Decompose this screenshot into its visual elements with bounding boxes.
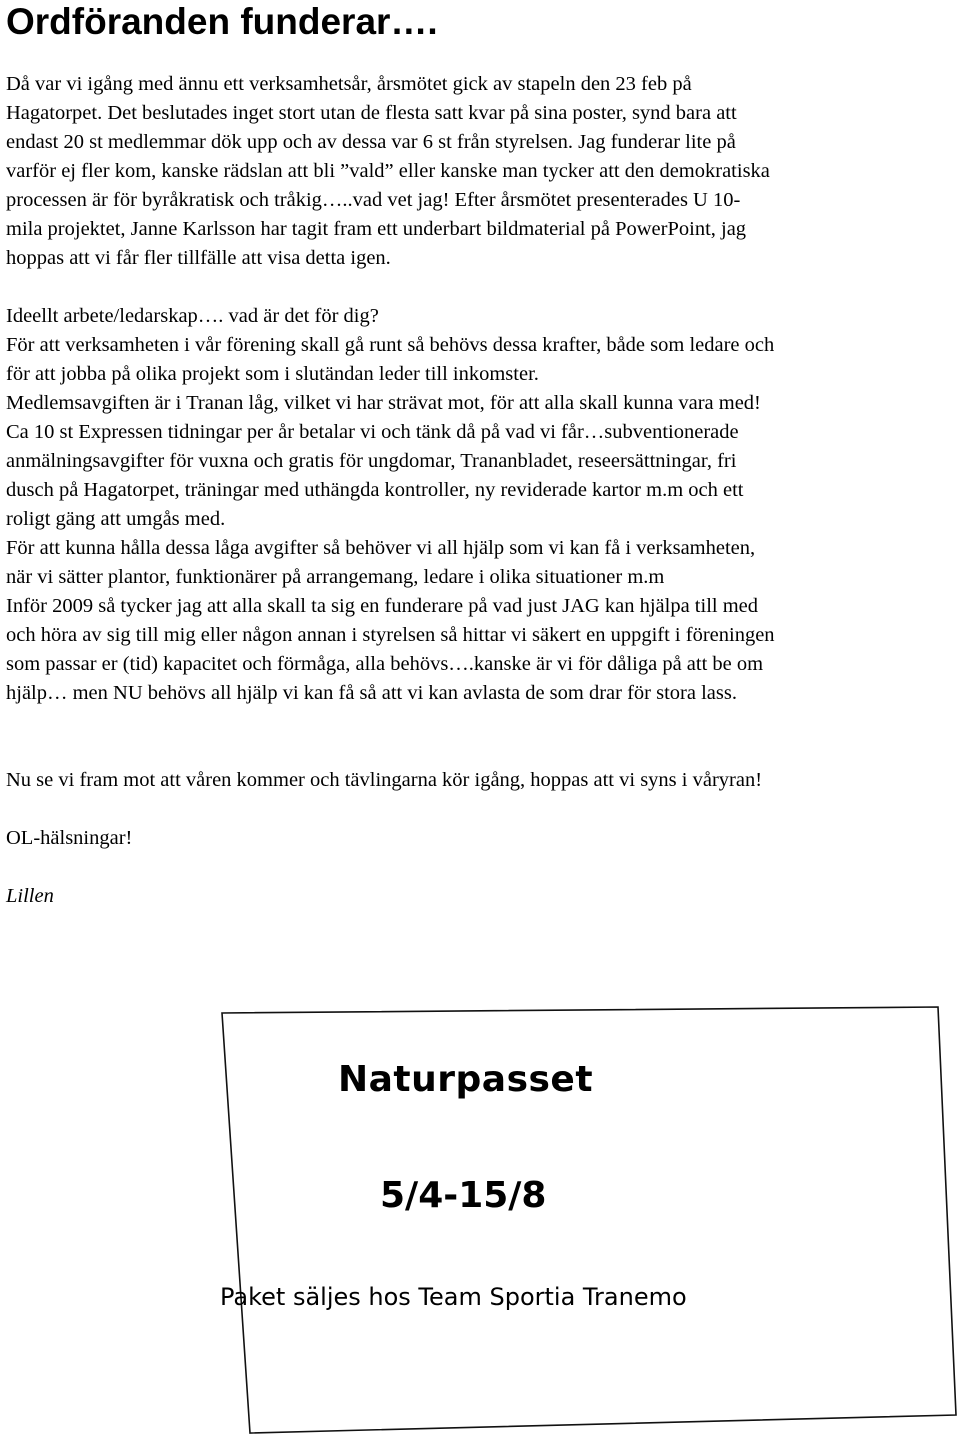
text-line: mila projektet, Janne Karlsson har tagit fram ett underbart bildmaterial på PowerPoint, jag bbox=[6, 218, 747, 240]
paragraph-spacer bbox=[6, 708, 958, 766]
text-line: roligt gäng att umgås med. bbox=[6, 508, 226, 530]
signature: Lillen bbox=[6, 885, 54, 907]
text-line: Medlemsavgiften är i Tranan låg, vilket vi har strävat mot, för att alla skall kunna vara med! bbox=[6, 392, 761, 414]
text-line: när vi sätter plantor, funktionärer på arrangemang, ledare i olika situationer m.m bbox=[6, 566, 665, 588]
text-line: För att verksamheten i vår förening skall gå runt så behövs dessa krafter, både som ledare och bbox=[6, 334, 775, 356]
text-line: hjälp… men NU behövs all hjälp vi kan få så att vi kan avlasta de som drar för stora lass. bbox=[6, 682, 737, 704]
article-title: Ordföranden funderar…. bbox=[6, 1, 438, 42]
text-line: Då var vi igång med ännu ett verksamhetsår, årsmötet gick av stapeln den 23 feb på bbox=[6, 73, 692, 95]
greeting-line: OL-hälsningar! bbox=[6, 827, 133, 849]
text-line: anmälningsavgifter för vuxna och gratis för ungdomar, Trananbladet, reseersättningar, fri bbox=[6, 450, 737, 472]
article-body bbox=[6, 70, 958, 911]
text-line: för att jobba på olika projekt som i slutändan leder till inkomster. bbox=[6, 363, 539, 385]
text-line: processen är för byråkratisk och tråkig…..vad vet jag! Efter årsmötet presenterades U 10- bbox=[6, 189, 741, 211]
text-line: som passar er (tid) kapacitet och förmåga, alla behövs….kanske är vi för dåliga på att be om bbox=[6, 653, 764, 675]
text-line: dusch på Hagatorpet, träningar med uthängda kontroller, ny reviderade kartor m.m och ett bbox=[6, 479, 744, 501]
text-line: och höra av sig till mig eller någon annan i styrelsen så hittar vi säkert en uppgift i föreningen bbox=[6, 624, 775, 646]
text-line: Inför 2009 så tycker jag att alla skall ta sig en funderare på vad just JAG kan hjälpa till med bbox=[6, 595, 759, 617]
ad-date-range: 5/4-15/8 bbox=[380, 1175, 547, 1216]
text-line: Ca 10 st Expressen tidningar per år betalar vi och tänk då på vad vi får…subventionerade bbox=[6, 421, 739, 443]
naturpasset-ad bbox=[220, 1005, 960, 1437]
section-heading: Ideellt arbete/ledarskap…. vad är det för dig? bbox=[6, 305, 379, 327]
text-line: varför ej fler kom, kanske rädslan att bli ”vald” eller kanske man tycker att den demokratiska bbox=[6, 160, 770, 182]
closing-line: Nu se vi fram mot att våren kommer och tävlingarna kör igång, hoppas att vi syns i våryran! bbox=[6, 769, 763, 791]
text-line: För att kunna hålla dessa låga avgifter så behöver vi all hjälp som vi kan få i verksamheten, bbox=[6, 537, 756, 559]
paragraph-spacer bbox=[6, 795, 958, 824]
text-line: Hagatorpet. Det beslutades inget stort utan de flesta satt kvar på sina poster, synd bara att bbox=[6, 102, 737, 124]
ad-title: Naturpasset bbox=[338, 1059, 594, 1100]
text-line: hoppas att vi får fler tillfälle att visa detta igen. bbox=[6, 247, 391, 269]
ad-subtitle: Paket säljes hos Team Sportia Tranemo bbox=[220, 1283, 687, 1311]
paragraph-spacer bbox=[6, 273, 958, 302]
text-line: endast 20 st medlemmar dök upp och av dessa var 6 st från styrelsen. Jag funderar lite på bbox=[6, 131, 736, 153]
paragraph-spacer bbox=[6, 853, 958, 882]
